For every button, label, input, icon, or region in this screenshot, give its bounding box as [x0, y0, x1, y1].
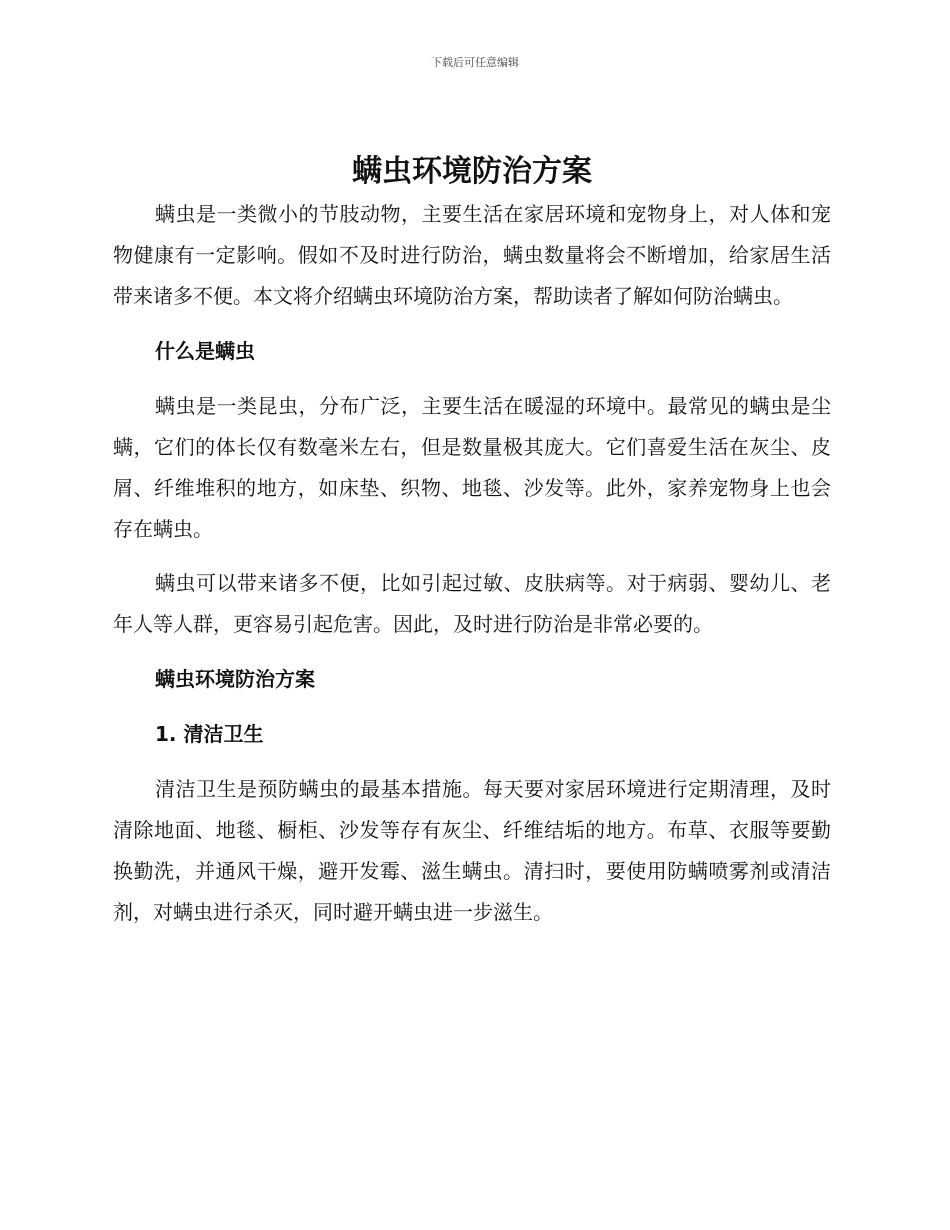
section1-paragraph-1: 螨虫是一类昆虫，分布广泛，主要生活在暖湿的环境中。最常见的螨虫是尘螨，它们的体长仅有数毫米左右，但是数量极其庞大。它们喜爱生活在灰尘、皮屑、纤维堆积的地方，如床垫、织物、地毯、沙发等。此外，家养宠物身上也会存在螨虫。	[113, 394, 831, 541]
section1-paragraph-2: 螨虫可以带来诸多不便，比如引起过敏、皮肤病等。对于病弱、婴幼儿、老年人等人群，更容易引起危害。因此，及时进行防治是非常必要的。	[113, 571, 831, 636]
document-title: 螨虫环境防治方案	[352, 154, 592, 189]
document-body	[113, 150, 831, 933]
intro-paragraph: 螨虫是一类微小的节肢动物，主要生活在家居环境和宠物身上，对人体和宠物健康有一定影响。假如不及时进行防治，螨虫数量将会不断增加，给家居生活带来诸多不便。本文将介绍螨虫环境防治方案，帮助读者了解如何防治螨虫。	[113, 202, 831, 308]
section-heading-control-plan: 螨虫环境防治方案	[155, 667, 315, 691]
subsection-cleaning-paragraph: 清洁卫生是预防螨虫的最基本措施。每天要对家居环境进行定期清理，及时清除地面、地毯、橱柜、沙发等存有灰尘、纤维结垢的地方。布草、衣服等要勤换勤洗，并通风干燥，避开发霉、滋生螨虫。清扫时，要使用防螨喷雾剂或清洁剂，对螨虫进行杀灭，同时避开螨虫进一步滋生。	[113, 777, 831, 924]
header-note: 下载后可任意编辑	[431, 56, 519, 69]
section-heading-what-are-mites: 什么是螨虫	[155, 339, 255, 363]
subsection-heading-cleaning: 1. 清洁卫生	[155, 722, 264, 746]
